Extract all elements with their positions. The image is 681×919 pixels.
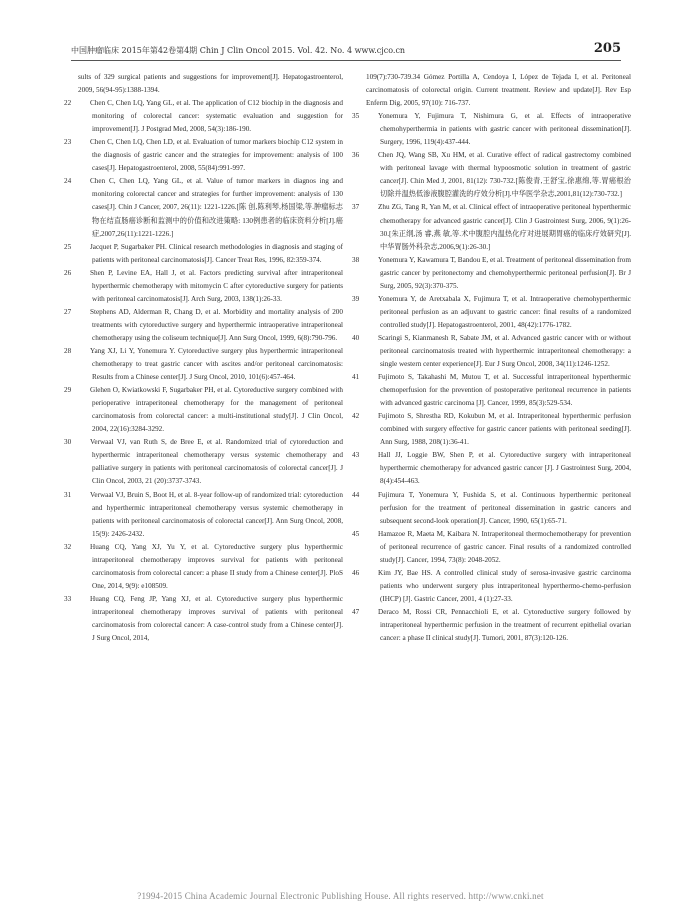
reference-item [352,332,631,371]
reference-number: 38 [352,255,360,264]
reference-number: 44 [352,490,360,499]
reference-number: 23 [64,138,72,147]
reference-item [352,449,631,488]
reference-item [64,136,343,175]
reference-item [64,436,343,488]
reference-number: 47 [352,607,360,616]
reference-text: Yonemura Y, de Aretxabala X, Fujimura T, et al. Intraoperative chemohyperthermic peritoneal perfusion as an adjuvant to gastric cancer: final results of a randomized controlled study[J]. Hepatogastroenterol, 2001, 48(42):1776-1782. [378,294,631,329]
reference-text: Verwaal VJ, van Ruth S, de Bree E, et al. Randomized trial of cytoreduction and hyperthermic intraperitoneal chemotherapy versus systemic chemotherapy and palliative surgery in patients with peritoneal carcinomatosis of colorectal cancer[J]. J Clin Oncol, 2003, 21 (20):3737-3743. [90,438,343,486]
reference-text: Huang CQ, Yang XJ, Yu Y, et al. Cytoreductive surgery plus hyperthermic intraperitoneal chemotherapy improves survival for patients with peritoneal carcinomatosis from colorectal cancer: a phase II study from a Chinese center[J]. PloS One, 2014, 9(9): e108509. [90,542,343,590]
reference-number: 42 [352,412,360,421]
reference-number: 45 [352,529,360,538]
reference-item [64,541,343,593]
reference-number: 30 [64,438,72,447]
reference-number: 36 [352,151,360,160]
reference-item [64,241,343,267]
reference-text: Hamazoe R, Maeta M, Kaibara N. Intraperitoneal thermochemotherapy for prevention of peritoneal recurrence of gastric cancer. Final results of a randomized controlled study[J]. Cancer, 1994, 73(8): 2048-2052. [378,529,631,564]
reference-continuation: sults of 329 surgical patients and suggestions for improvement[J]. Hepatogastroenterol, 2009, 56(94-95):1388-1394. [78,73,343,95]
reference-text: Huang CQ, Feng JP, Yang XJ, et al. Cytoreductive surgery plus hyperthermic intraperitoneal chemotherapy improves survival of patients with peritoneal carcinomatosis from colorectal cancer: A case-control study from a Chinese center[J]. J Surg Oncol, 2014, [90,594,343,643]
reference-text: Fujimoto S, Shrestha RD, Kokubun M, et al. Intraperitoneal hyperthermic perfusion combined with surgery effective for gastric cancer patients with peritoneal seeding[J]. Ann Surg, 1988, 208(1):36-41. [378,412,631,447]
reference-item [352,528,631,567]
reference-number: 37 [352,203,360,212]
reference-number: 31 [64,490,72,499]
reference-number: 32 [64,542,72,551]
reference-item [352,293,631,332]
reference-number: 27 [64,307,72,316]
copyright-footer: ?1994-2015 China Academic Journal Electronic Publishing House. All rights reserved. http://www.cnki.net [137,891,544,901]
reference-number: 25 [64,242,72,251]
reference-item [64,97,343,136]
reference-item [352,149,631,201]
reference-number: 40 [352,333,360,342]
reference-number: 43 [352,451,360,460]
reference-text: Deraco M, Rossi CR, Pennacchioli E, et al. Cytoreductive surgery followed by intraperitoneal hyperthermic perfusion in the treatment of recurrent epithelial ovarian cancer: a phase II clinical study[J]. Tumori, 2001, 87(3):120-126. [378,607,631,643]
reference-text: Glehen O, Kwiatkowski F, Sugarbaker PH, et al. Cytoreductive surgery combined with perioperative intraperitoneal chemotherapy for the management of peritoneal carcinomatosis from colorectal cancer: a multi-institutional study[J]. J Clin Oncol, 2004, 22(16):3284-3292. [90,386,343,434]
reference-number: 24 [64,177,72,186]
reference-item [352,489,631,528]
reference-text: Verwaal VJ, Bruin S, Boot H, et al. 8-year follow-up of randomized trial: cytoreduction and hyperthermic intraperitoneal chemotherapy versus systemic chemotherapy in patients with peritoneal carcinomatosis of colorectal cancer[J]. Ann Surg Oncol, 2008, 15(9): 2426-2432. [90,490,343,538]
reference-text: Chen C, Chen LQ, Yang GL, et al. The application of C12 biochip in the diagnosis and monitoring of colorectal cancer: systematic evaluation and suggestion for improvement[J]. J Postgrad Med, 2008, 54(3):186-190. [90,99,343,134]
reference-text: Yang XJ, Li Y, Yonemura Y. Cytoreductive surgery plus hyperthermic intraperitoneal chemotherapy to treat gastric cancer with ascites and/or peritoneal carcinomatosis: Results from a Chinese center[J]. J Surg Oncol, 2010, 101(6):457-464. [90,346,343,382]
reference-number: 22 [64,99,72,108]
reference-text: Scaringi S, Kianmanesh R, Sabate JM, et al. Advanced gastric cancer with or without peritoneal carcinomatosis treated with hyperthermic intraperitoneal chemotherapy: a single western center experience[J]. Eur J Surg Oncol, 2008, 34(11):1246-1252. [378,333,631,369]
reference-text: Zhu ZG, Tang R, Yan M, et al. Clinical effect of intraoperative peritoneal hyperthermic chemotherapy for advanced gastric cancer[J]. Clin J Gastrointest Surg, 2006, 9(1):26-30.[朱正纲,汤 睿,燕 敏,等.术中腹腔内温热化疗对进展期胃癌的临床疗效研究[J].中华胃肠外科杂志,2006,9(1):26-30.] [378,203,631,251]
reference-text: Shen P, Levine EA, Hall J, et al. Factors predicting survival after intraperitoneal hyperthermic chemotherapy with mitomycin C after cytoreductive surgery for patients with peritoneal carcinomatosis[J]. Arch Surg, 2003, 138(1):26-33. [90,268,343,303]
reference-item [64,384,343,436]
reference-number: 46 [352,568,360,577]
reference-number: 35 [352,112,360,121]
page-number: 205 [593,41,621,56]
reference-item [352,567,631,606]
reference-text: Chen C, Chen LQ, Chen LD, et al. Evaluation of tumor markers biochip C12 system in the diagnosis of gastric cancer and the strategies for improvement: analysis of 100 cases[J]. Hepatogastroenterol, 2008, 55(84):991-997. [90,138,343,173]
reference-item [64,489,343,541]
reference-text: Kim JY, Bae HS. A controlled clinical study of serosa-invasive gastric carcinoma patients who underwent surgery plus intraperitoneal hyperthermo-chemo-perfusion (IHCP) [J]. Gastric Cancer, 2001, 4 (1):27-33. [378,568,631,603]
reference-text: Chen C, Chen LQ, Yang GL, et al. Value of tumor markers in diagnos ing and monitoring colorectal cancer and strategies for further improvement: analysis of 130 cases[J]. Chin J Cancer, 2007, 26(11): 1221-1226.[陈 创,陈利琴,杨国梁,等.肿瘤标志物在结直肠癌诊断和监测中的价值和改进策略: 130例患者的临床资料分析[J].癌症,2007,26(11):1221-1226.] [90,177,343,238]
reference-item [64,267,343,306]
reference-number: 26 [64,268,72,277]
reference-text: Fujimoto S, Takahashi M, Mutou T, et al. Successful intraperitoneal hyperthermic chemoperfusion for the prevention of postoperative peritoneal recurrence in patients with advanced gastric carcinoma [J]. Cancer, 1999, 85(3):529-534. [378,373,631,408]
reference-text: Stephens AD, Alderman R, Chang D, et al. Morbidity and mortality analysis of 200 treatments with cytoreductive surgery and hyperthermic intraoperative intraperitoneal chemotherapy using the coliseum technique[J]. Ann Surg Oncol, 1999, 6(8):790-796. [90,307,343,342]
reference-column-right [352,71,631,645]
reference-item [352,606,631,645]
reference-continuation: 109(7):730-739.34 Gómez Portilla A, Cendoya I, López de Tejada I, et al. Peritoneal carcinomatosis of colorectal origin. Current treatment. Review and update[J]. Rev Esp Enferm Dig, 2005, 97(10): 716-737. [366,73,631,108]
reference-text: Yonemura Y, Kawamura T, Bandou E, et al. Treatment of peritoneal dissemination from gastric cancer by peritonectomy and chemohyperthermic peritoneal perfusion[J]. Br J Surg, 2005, 92(3):370-375. [378,255,631,290]
reference-item [352,110,631,149]
reference-number: 39 [352,294,360,303]
reference-number: 29 [64,386,72,395]
reference-number: 41 [352,373,360,382]
reference-column-left [64,71,343,645]
reference-text: Chen JQ, Wang SB, Xu HM, et al. Curative effect of radical gastrectomy combined with peritoneal lavage with thermal hypoosmotic solution in treatment of gastric cancer[J]. Chin Med J, 2001, 81(12): 730-732.[陈俊青,王舒宝,徐惠绵,等.胃癌根治切除并温热低渗液腹腔灌洗的疗效分析[J].中华医学杂志,2001,81(12):730-732.] [378,151,631,199]
reference-number: 33 [64,594,72,603]
reference-text: Yonemura Y, Fujimura T, Nishimura G, et al. Effects of intraoperative chemohyperthermia in patients with gastric cancer with peritoneal dissemination[J]. Surgery, 1996, 119(4):437-444. [378,112,631,147]
running-header [71,42,621,61]
reference-item [64,345,343,384]
reference-item [64,593,343,645]
reference-item [352,410,631,449]
reference-item [64,306,343,345]
reference-item [352,254,631,293]
reference-text: Fujimura T, Yonemura Y, Fushida S, et al. Continuous hyperthermic peritoneal perfusion for the treatment of peritoneal dissemination in gastric cancers and subsequent second-look operation[J]. Cancer, 1990, 65(1):65-71. [378,490,631,525]
reference-item [352,371,631,410]
reference-item [64,175,343,240]
reference-text: Jacquet P, Sugarbaker PH. Clinical research methodologies in diagnosis and staging of patients with peritoneal carcinomatosis[J]. Cancer Treat Res, 1996, 82:359-374. [90,242,343,264]
reference-item [352,201,631,253]
reference-number: 28 [64,346,72,355]
reference-text: Hall JJ, Loggie BW, Shen P, et al. Cytoreductive surgery with intraperitoneal hyperthermic chemotherapy for advanced gastric cancer [J]. J Gastrointest Surg, 2004, 8(4):454-463. [378,451,631,486]
running-head-text: 中国肿瘤临床 2015年第42卷第4期 Chin J Clin Oncol 2015. Vol. 42. No. 4 www.cjco.cn [71,46,406,55]
